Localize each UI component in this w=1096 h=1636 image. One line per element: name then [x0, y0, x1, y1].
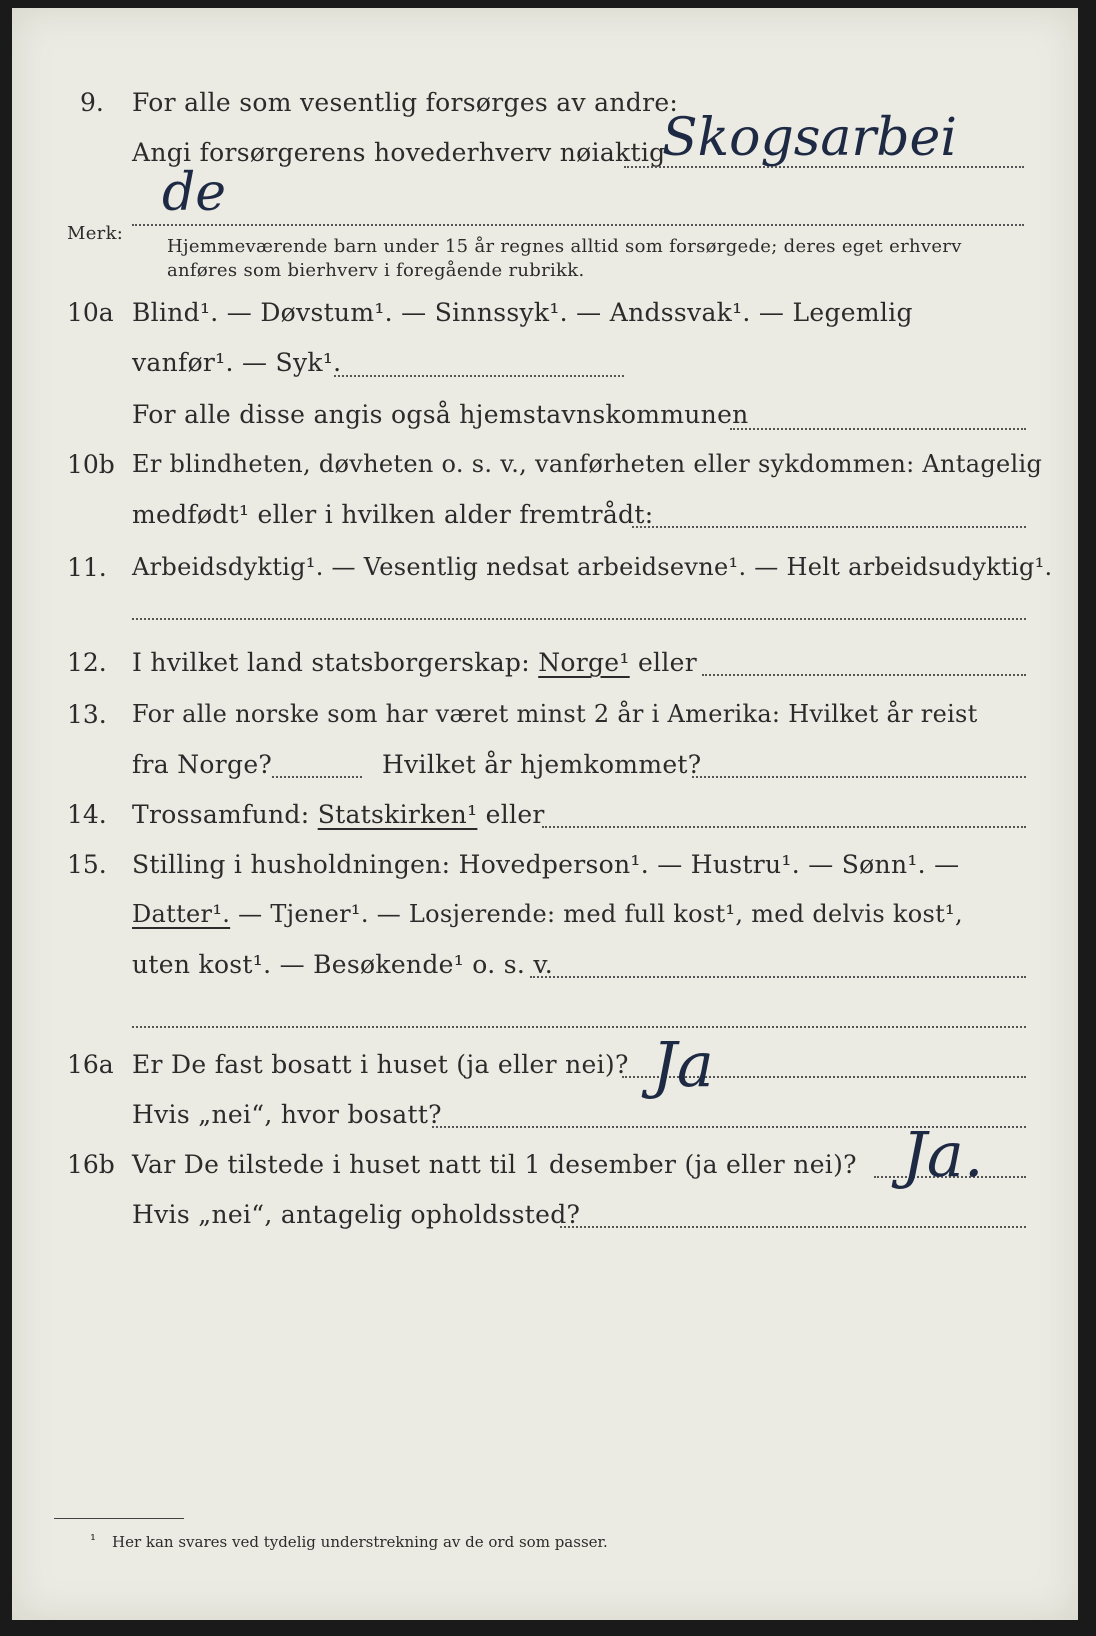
q15-number: 15.	[67, 850, 107, 879]
q12-prefix: I hvilket land statsborgerskap:	[132, 648, 530, 677]
q11-answer-line	[132, 618, 1026, 620]
q12-suffix: eller	[637, 648, 697, 677]
q16b-number: 16b	[67, 1150, 115, 1179]
q16b-answer-handwritten: Ja.	[902, 1118, 984, 1191]
q10a-line1: Blind¹. — Døvstum¹. — Sinnssyk¹. — Andssvak¹. — Legemlig	[132, 298, 913, 327]
q10a-number: 10a	[67, 298, 114, 327]
footnote-text: Her kan svares ved tydelig understrekning av de ord som passer.	[112, 1533, 608, 1551]
q15-line2-rest: — Tjener¹. — Losjerende: med full kost¹, med delvis kost¹,	[238, 900, 963, 928]
q16b-line1: Var De tilstede i huset natt til 1 desember (ja eller nei)?	[132, 1150, 857, 1179]
q12-line	[132, 648, 697, 677]
q15-line1: Stilling i husholdningen: Hovedperson¹. — Hustru¹. — Sønn¹. —	[132, 850, 960, 879]
q9-number: 9.	[80, 88, 104, 117]
q10a-line2: vanfør¹. — Syk¹.	[132, 348, 342, 377]
q12-number: 12.	[67, 648, 107, 677]
q16a-answer-handwritten: Ja	[652, 1028, 714, 1101]
q9-answer-handwritten-1: Skogsarbei	[662, 108, 957, 168]
q14-statskirken-underlined: Statskirken¹	[317, 800, 478, 829]
q13-line2b: Hvilket år hjemkommet?	[382, 750, 702, 779]
q10a-hjemstavn-line	[730, 428, 1026, 430]
q9-answer-handwritten-2: de	[162, 163, 227, 223]
q11-line1: Arbeidsdyktig¹. — Vesentlig nedsat arbeidsevne¹. — Helt arbeidsudyktig¹.	[132, 553, 1053, 581]
q13-number: 13.	[67, 700, 107, 729]
census-form-page	[12, 8, 1078, 1620]
q13-reist-line	[272, 776, 362, 778]
q14-prefix: Trossamfund:	[132, 800, 310, 829]
q14-answer-line	[542, 826, 1026, 828]
q10b-number: 10b	[67, 450, 115, 479]
merk-line2: anføres som bierhverv i foregående rubrikk.	[167, 260, 585, 281]
q15-line3: uten kost¹. — Besøkende¹ o. s. v.	[132, 950, 554, 979]
q13-hjemkommet-line	[692, 776, 1026, 778]
q10b-line1: Er blindheten, døvheten o. s. v., vanførheten eller sykdommen: Antagelig	[132, 450, 1043, 478]
q15-datter-underlined: Datter¹.	[132, 900, 231, 928]
q16a-line2: Hvis „nei“, hvor bosatt?	[132, 1100, 442, 1129]
q12-norge-underlined: Norge¹	[538, 648, 630, 677]
q13-line1: For alle norske som har været minst 2 år i Amerika: Hvilket år reist	[132, 700, 978, 728]
q10a-line3: For alle disse angis også hjemstavnskommunen	[132, 400, 749, 429]
q9-line2: Angi forsørgerens hovederhverv nøiaktig	[132, 138, 666, 167]
q15-answer-line-2	[132, 1026, 1026, 1028]
q14-line	[132, 800, 545, 829]
q10a-syk-line	[334, 375, 624, 377]
q16b-opholdssted-line	[560, 1226, 1026, 1228]
merk-line1: Hjemmeværende barn under 15 år regnes alltid som forsørgede; deres eget erhverv	[167, 236, 962, 257]
q15-line2	[132, 900, 963, 928]
q14-number: 14.	[67, 800, 107, 829]
q15-answer-line	[530, 976, 1026, 978]
q14-suffix: eller	[485, 800, 545, 829]
q9-answer-line-2	[132, 224, 1024, 226]
q11-number: 11.	[67, 553, 107, 582]
q12-answer-line	[702, 674, 1026, 676]
q13-line2a: fra Norge?	[132, 750, 273, 779]
footnote-mark: ¹	[90, 1531, 97, 1549]
q9-line1: For alle som vesentlig forsørges av andre:	[132, 88, 679, 117]
q10b-line2: medfødt¹ eller i hvilken alder fremtrådt:	[132, 500, 654, 529]
q16a-line1: Er De fast bosatt i huset (ja eller nei)?	[132, 1050, 629, 1079]
q10b-alder-line	[632, 526, 1026, 528]
merk-label: Merk:	[67, 223, 124, 244]
footnote-rule	[54, 1518, 184, 1519]
q16b-line2: Hvis „nei“, antagelig opholdssted?	[132, 1200, 581, 1229]
q16a-number: 16a	[67, 1050, 114, 1079]
